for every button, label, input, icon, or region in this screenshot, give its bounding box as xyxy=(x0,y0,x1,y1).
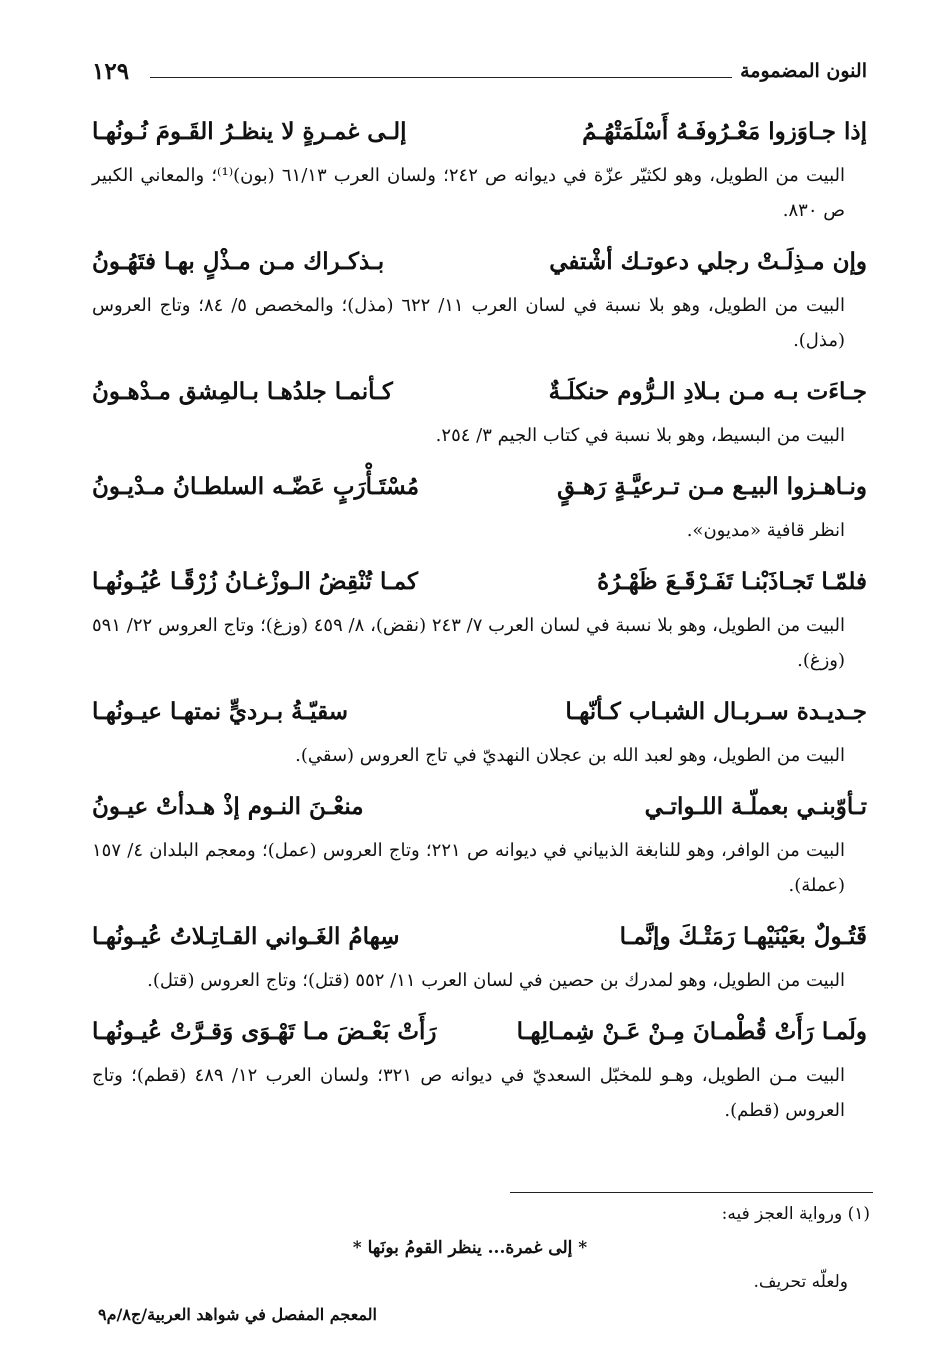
verse-second-hemistich: سقيّـةُ بـرديٍّ نمتهـا عيـونُهـا xyxy=(92,698,349,725)
verse-first-hemistich: فلمّـا تَجـاذَبْنـا تَفَـرْقَـعَ ظَهْـرُهُ xyxy=(597,568,867,595)
verse-second-hemistich: مُسْتَـأْرَبٍ عَضّـه السلطـانُ مـدْيـونُ xyxy=(92,473,420,500)
footnote-1: (١) ورواية العجز فيه: xyxy=(721,1204,870,1224)
page-footer: المعجم المفصل في شواهد العربية/ج٨/م٩ xyxy=(98,1305,377,1324)
verse-second-hemistich: بـذكـراك مـن مـذْلٍ بهـا فتَهُـونُ xyxy=(92,248,385,275)
verse-entry xyxy=(92,911,867,998)
verse-note: البيت من الطويل، وهو لمدرك بن حصين في لسان العرب ١١/ ٥٥٢ (قتل)؛ وتاج العروس (قتل). xyxy=(147,970,845,991)
verse-second-hemistich: رَأَتْ بَعْـضَ مـا تَهْـوَى وَقـرَّتْ عُيـونُهـا xyxy=(92,1018,437,1045)
verse-first-hemistich: تـأوّبنـي بعملّـة اللـواتـي xyxy=(644,793,867,820)
verse-line xyxy=(92,461,867,513)
verse-line xyxy=(92,686,867,738)
footnote-remark: ولعلّه تحريف. xyxy=(753,1272,848,1292)
verse-line xyxy=(92,911,867,963)
verse-entry xyxy=(92,1006,867,1128)
verse-first-hemistich: جـديـدة سـربـال الشبـاب كـأنّهـا xyxy=(565,698,867,725)
verse-note: البيت من الطويل، وهو لكثيّر عزّة في ديوانه ص ٢٤٢؛ ولسان العرب ٦١/١٣ (بون)⁽¹⁾؛ والمعاني الكبير ص ٨٣٠. xyxy=(92,165,845,221)
verse-first-hemistich: قَتُـولٌ بعَيْنَيْهـا رَمَتْـكَ وإنَّمـا xyxy=(619,923,867,950)
running-header xyxy=(92,58,867,94)
verse-note: البيت من الطويل، وهو بلا نسبة في لسان العرب ٧/ ٢٤٣ (نقض)، ٨/ ٤٥٩ (وزغ)؛ وتاج العروس ٢٢/ ٥٩١ (وزغ). xyxy=(92,615,845,671)
verse-first-hemistich: إذا جـاوَزوا مَعْـرُوفَـهُ أَسْلَمَتْهُـمُ xyxy=(582,118,867,145)
header-rule xyxy=(150,77,732,78)
verse-note: البيت من البسيط، وهو بلا نسبة في كتاب الجيم ٣/ ٢٥٤. xyxy=(435,425,845,446)
verse-first-hemistich: ونـاهـزوا البيـع مـن تـرعيَّـةٍ رَهـقٍ xyxy=(557,473,867,500)
verse-entry xyxy=(92,461,867,548)
page-number: ١٢٩ xyxy=(92,58,130,85)
verse-note: البيت من الطويل، وهو بلا نسبة في لسان العرب ١١/ ٦٢٢ (مذل)؛ والمخصص ٥/ ٨٤؛ وتاج العروس (مذل). xyxy=(92,295,845,351)
verse-line xyxy=(92,1006,867,1058)
verse-second-hemistich: سِهامُ الغَـواني القـاتِـلاتُ عُيـونُهـا xyxy=(92,923,400,950)
verse-line xyxy=(92,106,867,158)
footnote-rule xyxy=(510,1192,873,1193)
verse-list xyxy=(92,106,867,1136)
verse-note: البيت مـن الطويل، وهـو للمخبّل السعديّ في ديوانه ص ٣٢١؛ ولسان العرب ١٢/ ٤٨٩ (قطم)؛ وتاج العروس (قطم). xyxy=(92,1065,845,1121)
verse-entry xyxy=(92,556,867,678)
verse-entry xyxy=(92,686,867,773)
verse-entry xyxy=(92,366,867,453)
verse-first-hemistich: وإن مـذِلَـتْ رجلي دعوتـك أشْتفي xyxy=(549,248,867,275)
verse-line xyxy=(92,556,867,608)
verse-note: انظر قافية «مديون». xyxy=(686,520,845,541)
verse-entry xyxy=(92,236,867,358)
verse-second-hemistich: كمـا تُنْقِضُ الـوزْغـانُ زُرْقًـا عُيُـونُهـا xyxy=(92,568,418,595)
verse-second-hemistich: كـأنمـا جلدُهـا بـالمِشق مـدْهـونُ xyxy=(92,378,393,405)
verse-entry xyxy=(92,781,867,903)
section-title: النون المضمومة xyxy=(740,60,867,82)
verse-note: البيت من الوافر، وهو للنابغة الذبياني في ديوانه ص ٢٢١؛ وتاج العروس (عمل)؛ ومعجم البلدان ٤/ ١٥٧ (عملة). xyxy=(92,840,846,896)
verse-second-hemistich: منعْـنَ النـوم إذْ هـدأتْ عيـونُ xyxy=(92,793,364,820)
verse-entry xyxy=(92,106,867,228)
verse-line xyxy=(92,781,867,833)
verse-note: البيت من الطويل، وهو لعبد الله بن عجلان النهديّ في تاج العروس (سقي). xyxy=(295,745,845,766)
verse-second-hemistich: إلـى غمـرةٍ لا ينظـرُ القَـومَ نُـونُهـا xyxy=(92,118,407,145)
verse-line xyxy=(92,366,867,418)
verse-line xyxy=(92,236,867,288)
verse-first-hemistich: جـاءَت بـه مـن بـلادِ الـرُّوم حنكلَـةٌ xyxy=(548,378,867,405)
verse-first-hemistich: ولَمـا رَأَتْ قُطْمـانَ مِـنْ عَـنْ شِمـالِهـا xyxy=(516,1018,867,1045)
footnote-variant-line: * إلى غمرة... ينظر القومُ بونَها * xyxy=(352,1238,588,1258)
